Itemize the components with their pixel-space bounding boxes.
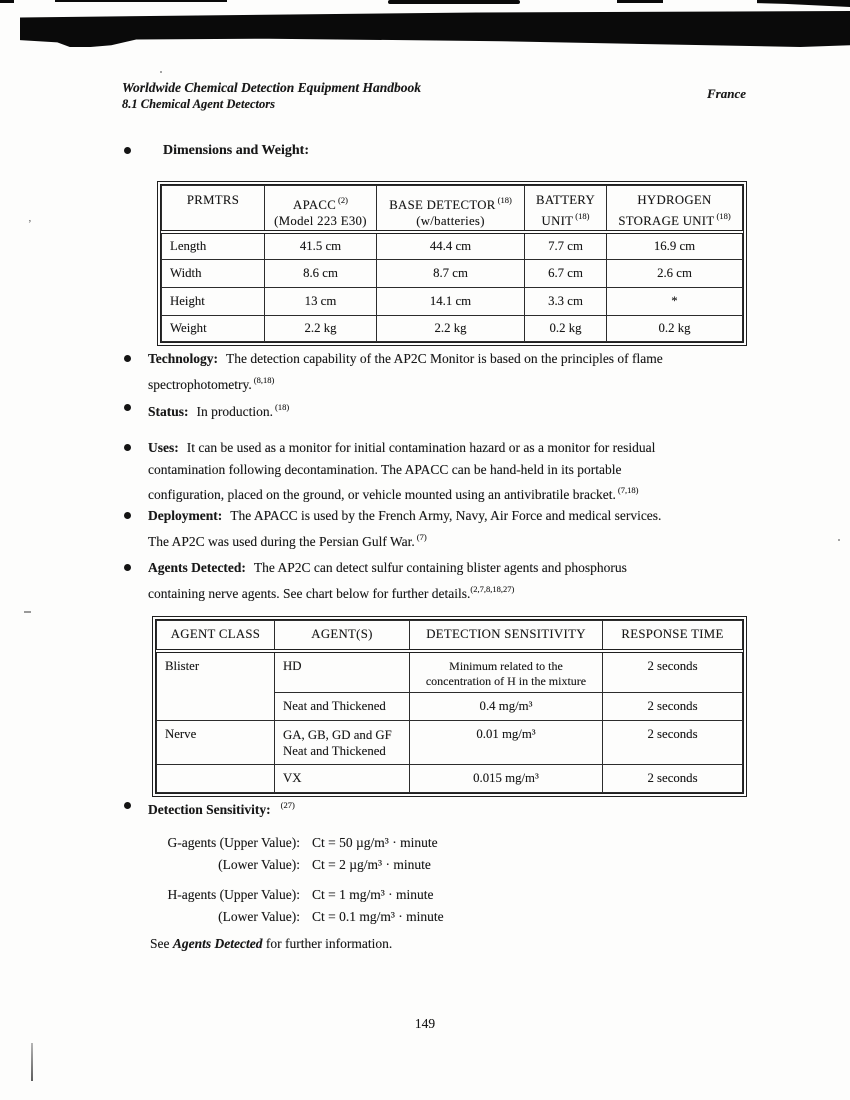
sensitivity-cell: 0.4 mg/m³ bbox=[410, 693, 603, 721]
table-row bbox=[157, 651, 743, 693]
param-cell: Height bbox=[162, 288, 265, 316]
section-detection-sensitivity bbox=[124, 795, 764, 821]
col-header-hydrogen-storage: HYDROGEN STORAGE UNIT $^{(18)}$ bbox=[607, 186, 743, 232]
param-cell: Width bbox=[162, 260, 265, 288]
body-text: spectrophotometry. bbox=[148, 376, 252, 392]
bullet-icon bbox=[124, 437, 148, 506]
footnote-ref: (18) bbox=[575, 211, 590, 221]
table-row bbox=[162, 316, 743, 342]
footnote-ref: (8,18) bbox=[253, 374, 275, 385]
chapter-title: 8.1 Chemical Agent Detectors bbox=[122, 97, 275, 111]
scan-tick-artifact: ’ bbox=[28, 218, 32, 230]
scan-black-bar bbox=[20, 11, 850, 47]
section-technology bbox=[124, 348, 764, 395]
footnote-ref: (18) bbox=[497, 195, 512, 205]
h-upper-value: Ct = 1 mg/m³ · minute bbox=[312, 887, 434, 902]
response-cell: 2 seconds bbox=[603, 693, 743, 721]
h-upper-label: H-agents (Upper Value): bbox=[167, 887, 300, 902]
value-cell: 8.6 cm bbox=[265, 260, 377, 288]
value-cell: 14.1 cm bbox=[377, 288, 525, 316]
sensitivity-cell: 0.015 mg/m³ bbox=[410, 765, 603, 793]
table-row bbox=[157, 721, 743, 765]
scan-dash bbox=[757, 0, 850, 7]
param-cell: Length bbox=[162, 232, 265, 260]
sensitivity-cell: 0.01 mg/m³ bbox=[410, 721, 603, 765]
g-agents-values bbox=[150, 832, 438, 875]
footnote-ref: (27) bbox=[280, 800, 295, 810]
section-label: Technology: bbox=[148, 351, 219, 366]
scan-speck bbox=[160, 71, 162, 73]
value-cell: 2.6 cm bbox=[607, 260, 743, 288]
see-suffix: for further information. bbox=[265, 936, 393, 951]
scan-dash bbox=[388, 0, 520, 4]
value-cell: 7.7 cm bbox=[525, 232, 607, 260]
col-header-prmtrs: PRMTRS bbox=[162, 186, 265, 232]
bullet-icon bbox=[124, 557, 148, 604]
g-upper-label: G-agents (Upper Value): bbox=[167, 835, 300, 850]
section-uses bbox=[124, 437, 764, 506]
footnote-ref: (7,18) bbox=[617, 485, 639, 495]
body-text: containing nerve agents. See chart below for further details. bbox=[148, 585, 471, 601]
g-lower-label: (Lower Value): bbox=[218, 856, 300, 872]
value-cell: 16.9 cm bbox=[607, 232, 743, 260]
running-header-right bbox=[707, 86, 746, 102]
value-cell: 8.7 cm bbox=[377, 260, 525, 288]
col-header-agent-class: AGENT CLASS bbox=[157, 621, 275, 651]
section-label: Status: bbox=[148, 404, 189, 419]
table-row bbox=[162, 288, 743, 316]
section-label: Agents Detected: bbox=[148, 560, 246, 575]
body-text: configuration, placed on the ground, or vehicle mounted using an antivibratile bracket. bbox=[148, 487, 616, 502]
scan-speck bbox=[838, 539, 840, 541]
footnote-ref: (18) bbox=[275, 402, 290, 412]
see-emphasis: Agents Detected bbox=[172, 936, 263, 951]
param-cell: Weight bbox=[162, 316, 265, 342]
col-header-detection-sensitivity: DETECTION SENSITIVITY bbox=[410, 621, 603, 651]
response-cell: 2 seconds bbox=[603, 765, 743, 793]
value-cell: 2.2 kg bbox=[377, 316, 525, 342]
sensitivity-cell: Minimum related to the concentration of H in the mixture bbox=[410, 651, 603, 693]
section-label: Deployment: bbox=[148, 508, 223, 523]
body-text: The APACC is used by the French Army, Navy, Air Force and medical services. bbox=[230, 508, 662, 523]
body-text: The detection capability of the AP2C Monitor is based on the principles of flame bbox=[226, 351, 663, 366]
h-lower-label: (Lower Value): bbox=[218, 908, 300, 924]
bullet-icon bbox=[124, 348, 148, 395]
section-deployment bbox=[124, 505, 764, 552]
section-dimensions bbox=[124, 140, 317, 162]
see-reference-line bbox=[150, 936, 392, 952]
footnote-ref: (2) bbox=[338, 195, 348, 205]
section-status bbox=[124, 397, 764, 423]
agents-table bbox=[152, 616, 747, 797]
bullet-icon bbox=[124, 795, 148, 821]
agents-table-header-row bbox=[157, 621, 743, 651]
agent-class-cell: Nerve bbox=[157, 721, 275, 765]
agent-class-cell-empty bbox=[157, 765, 275, 793]
bullet-icon bbox=[124, 505, 148, 552]
scan-line-artifact bbox=[31, 1043, 33, 1081]
dimensions-table bbox=[157, 181, 747, 346]
value-cell: 2.2 kg bbox=[265, 316, 377, 342]
value-cell: * bbox=[607, 288, 743, 316]
scan-dash bbox=[0, 0, 14, 3]
bullet-icon bbox=[124, 397, 148, 423]
bullet-icon bbox=[124, 140, 148, 162]
value-cell: 13 cm bbox=[265, 288, 377, 316]
g-upper-value: Ct = 50 µg/m³ · minute bbox=[312, 835, 438, 850]
scan-dash bbox=[617, 0, 663, 3]
g-lower-value: Ct = 2 µg/m³ · minute bbox=[312, 856, 431, 872]
body-text: It can be used as a monitor for initial contamination hazard or as a monitor for residual bbox=[186, 440, 656, 455]
body-text: In production. bbox=[196, 404, 274, 419]
footnote-ref: (7) bbox=[416, 531, 427, 542]
table-row bbox=[162, 232, 743, 260]
footnote-ref: (2,7,8,18,27) bbox=[470, 583, 515, 594]
body-text: The AP2C can detect sulfur containing blister agents and phosphorus bbox=[253, 560, 627, 575]
agents-cell: Neat and Thickened bbox=[275, 693, 410, 721]
page-number: 149 bbox=[414, 1016, 436, 1031]
agents-cell: HD bbox=[275, 651, 410, 693]
value-cell: 0.2 kg bbox=[525, 316, 607, 342]
col-header-agents: AGENT(S) bbox=[275, 621, 410, 651]
response-cell: 2 seconds bbox=[603, 721, 743, 765]
h-lower-value: Ct = 0.1 mg/m³ · minute bbox=[312, 908, 444, 924]
section-label: Detection Sensitivity: bbox=[148, 802, 271, 817]
section-label: Uses: bbox=[148, 440, 179, 455]
value-cell: 0.2 kg bbox=[607, 316, 743, 342]
table-row bbox=[157, 765, 743, 793]
see-prefix: See bbox=[150, 936, 170, 951]
agent-class-cell: Blister bbox=[157, 651, 275, 721]
h-agents-values bbox=[150, 884, 444, 927]
running-header-left bbox=[122, 79, 421, 113]
scan-dash bbox=[55, 0, 227, 2]
footnote-ref: (18) bbox=[716, 211, 731, 221]
col-header-base-detector: BASE DETECTOR $^{(18)}$ (w/batteries) bbox=[377, 186, 525, 232]
table-row bbox=[162, 260, 743, 288]
value-cell: 3.3 cm bbox=[525, 288, 607, 316]
value-cell: 41.5 cm bbox=[265, 232, 377, 260]
agents-cell: VX bbox=[275, 765, 410, 793]
scan-dash bbox=[24, 611, 31, 613]
body-text: contamination following decontamination. The APACC can be hand-held in its portable bbox=[148, 461, 622, 477]
col-header-response-time: RESPONSE TIME bbox=[603, 621, 743, 651]
country-label: France bbox=[707, 86, 746, 101]
body-text: The AP2C was used during the Persian Gulf War. bbox=[148, 533, 415, 549]
response-cell: 2 seconds bbox=[603, 651, 743, 693]
value-cell: 44.4 cm bbox=[377, 232, 525, 260]
agents-cell: GA, GB, GD and GF Neat and Thickened bbox=[275, 721, 410, 765]
dimensions-table-header-row bbox=[162, 186, 743, 232]
col-header-apacc: APACC $^{(2)}$ (Model 223 E30) bbox=[265, 186, 377, 232]
section-label: Dimensions and Weight: bbox=[163, 143, 309, 158]
col-header-battery-unit: BATTERY UNIT $^{(18)}$ bbox=[525, 186, 607, 232]
value-cell: 6.7 cm bbox=[525, 260, 607, 288]
handbook-title: Worldwide Chemical Detection Equipment Handbook bbox=[122, 80, 422, 95]
section-agents-detected bbox=[124, 557, 764, 604]
